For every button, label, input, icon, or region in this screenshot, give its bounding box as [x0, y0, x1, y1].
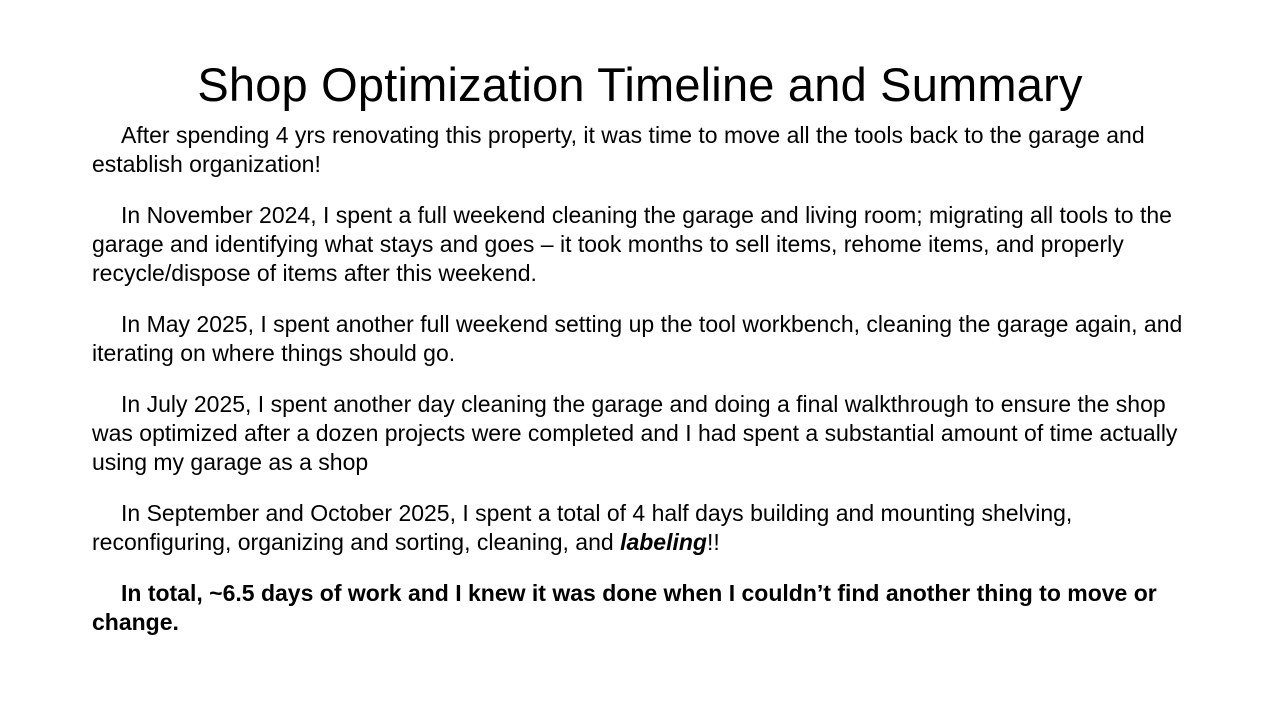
paragraph-text: In September and October 2025, I spent a total of 4 half days building and mounting shelving, reconfiguring, organizing and sorting, cleaning, and [92, 500, 1073, 555]
paragraph-may-2025: In May 2025, I spent another full weekend setting up the tool workbench, cleaning the garage again, and iterating on where things should go. [92, 311, 1183, 366]
paragraph-summary: In total, ~6.5 days of work and I knew it was done when I couldn’t find another thing to move or change. [92, 580, 1157, 635]
paragraph-intro: After spending 4 yrs renovating this property, it was time to move all the tools back to the garage and establish organization! [92, 122, 1145, 177]
paragraph-november-2024: In November 2024, I spent a full weekend cleaning the garage and living room; migrating all tools to the garage and identifying what stays and goes – it took months to sell items, rehome items, and properly recycle/dispose of items after this weekend. [92, 202, 1172, 286]
paragraph-sept-oct-2025 [92, 499, 1192, 557]
emphasis-labeling: labeling [620, 529, 707, 555]
paragraph-exclamation: !! [706, 529, 720, 555]
slide-title: Shop Optimization Timeline and Summary [197, 58, 1083, 111]
slide-body [92, 121, 1192, 659]
paragraph-july-2025: In July 2025, I spent another day cleaning the garage and doing a final walkthrough to ensure the shop was optimized after a dozen projects were completed and I had spent a substantial amount of time actually using my garage as a shop [92, 391, 1178, 475]
